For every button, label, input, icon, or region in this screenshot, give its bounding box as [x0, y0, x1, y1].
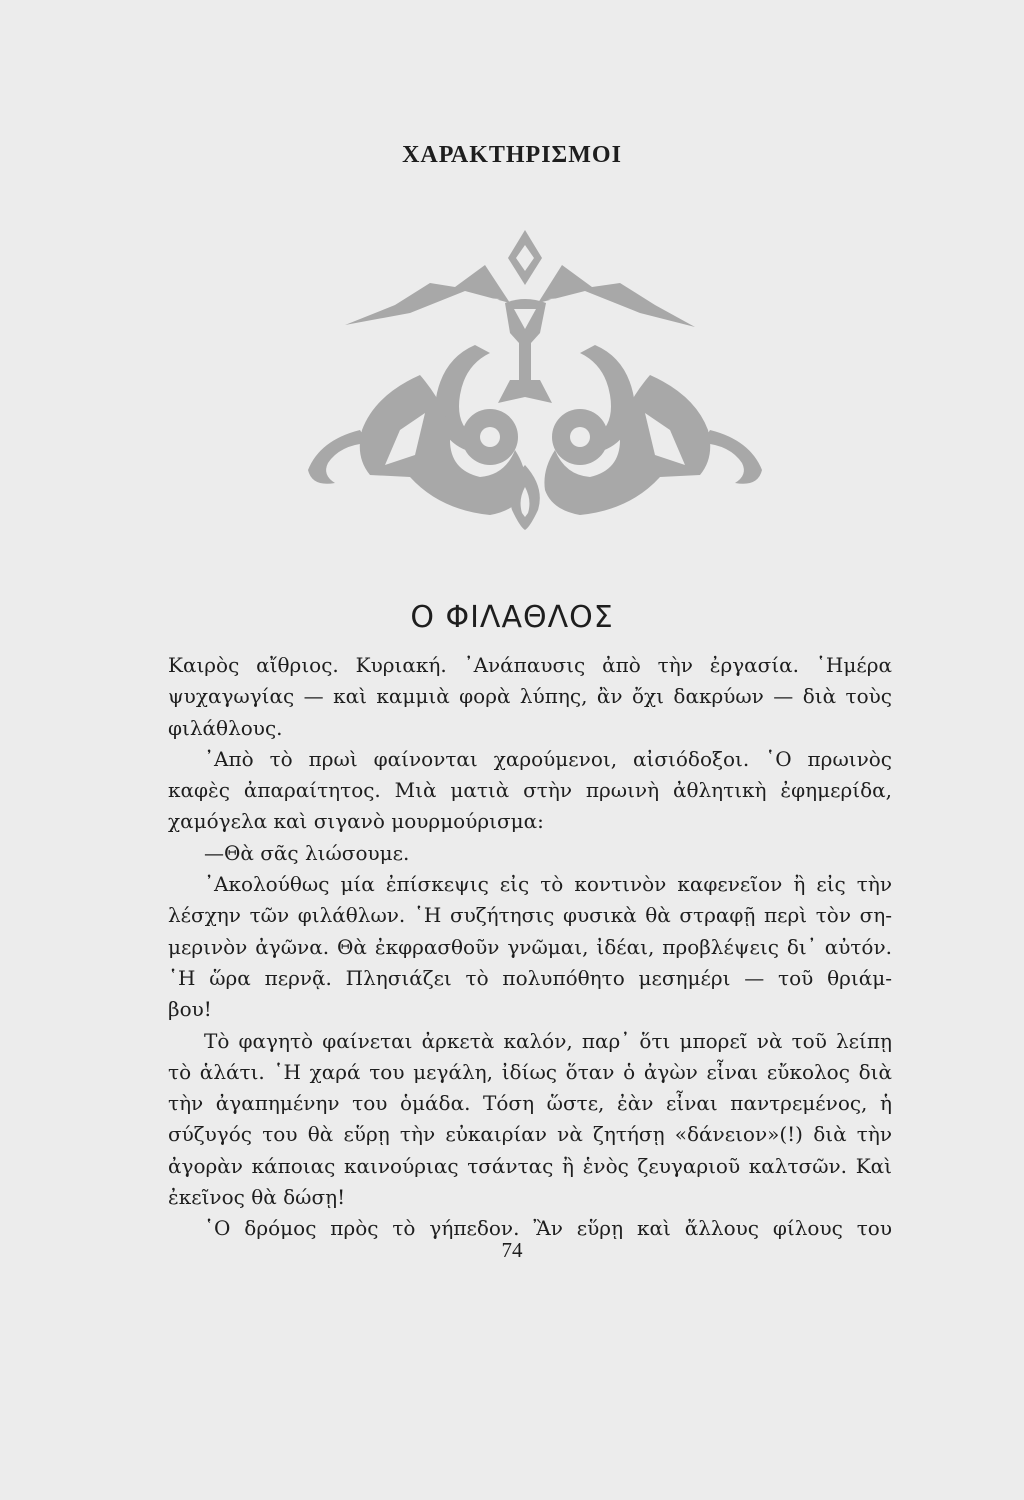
text-line: χαμόγελα καὶ σιγανὸ μουρμούρισμα: — [168, 809, 544, 834]
text-line: ᾿Ακολούθως μία ἐπίσκεψις εἰς τὸ κοντινὸν καφενεῖον ἢ εἰς τὴν — [204, 872, 892, 897]
text-line: καφὲς ἀπαραίτητος. Μιὰ ματιὰ στὴν πρωινὴ ἀθλητικὴ ἐφημερίδα, — [168, 778, 892, 803]
text-line: ᾿Απὸ τὸ πρωὶ φαίνονται χαρούμενοι, αἰσιόδοξοι. ῾Ο πρωινὸς — [204, 746, 892, 771]
page-number: 74 — [501, 1238, 523, 1262]
text-line: λέσχην τῶν φιλάθλων. ῾Η συζήτησις φυσικὰ θὰ στραφῇ περὶ τὸν ση- — [168, 903, 892, 928]
text-line: ἀγορὰν κάποιας καινούριας τσάντας ἢ ἑνὸς ζευγαριοῦ καλτσῶν. Καὶ — [168, 1153, 892, 1178]
text-line: Τὸ φαγητὸ φαίνεται ἀρκετὰ καλόν, παρ᾿ ὅτι μπορεῖ νὰ τοῦ λείπῃ — [204, 1028, 892, 1053]
text-line: —Θὰ σᾶς λιώσουμε. — [204, 840, 410, 865]
text-line: βου! — [168, 997, 212, 1022]
text-line: ἐκεῖνος θὰ δώσῃ! — [168, 1185, 346, 1210]
text-line: ῾Η ὥρα περνᾷ. Πλησιάζει τὸ πολυπόθητο μεσημέρι — τοῦ θριάμ- — [168, 965, 892, 990]
running-head: ΧΑΡΑΚΤΗΡΙΣΜΟΙ — [402, 142, 622, 168]
body-text — [168, 650, 892, 1245]
text-line: τὸ ἁλάτι. ῾Η χαρά του μεγάλη, ἰδίως ὅταν ὁ ἀγὼν εἶναι εὔκολος διὰ — [168, 1059, 892, 1084]
text-line: ψυχαγωγίας — καὶ καμμιὰ φορὰ λύπης, ἂν ὄχι δακρύων — διὰ τοὺς — [168, 684, 892, 709]
text-line: φιλάθλους. — [168, 715, 283, 740]
text-line: σύζυγός του θὰ εὕρῃ τὴν εὐκαιρίαν νὰ ζητήσῃ «δάνειον»(!) διὰ τὴν — [168, 1122, 892, 1147]
decorative-ornament-icon — [300, 225, 770, 530]
text-line: τὴν ἀγαπημένην του ὁμάδα. Τόση ὥστε, ἐὰν εἶναι παντρεμένος, ἡ — [168, 1091, 892, 1116]
chapter-title: Ο ΦΙΛΑΘΛΟΣ — [410, 600, 614, 635]
text-line: Καιρὸς αἴθριος. Κυριακή. ᾿Ανάπαυσις ἀπὸ τὴν ἐργασία. ῾Ημέρα — [168, 653, 892, 677]
text-line: ῾Ο δρόμος πρὸς τὸ γήπεδον. Ἂν εὕρῃ καὶ ἄλλους φίλους του — [204, 1216, 892, 1241]
text-line: μερινὸν ἀγῶνα. Θὰ ἐκφρασθοῦν γνῶμαι, ἰδέαι, προβλέψεις δι᾿ αὐτόν. — [168, 934, 892, 959]
